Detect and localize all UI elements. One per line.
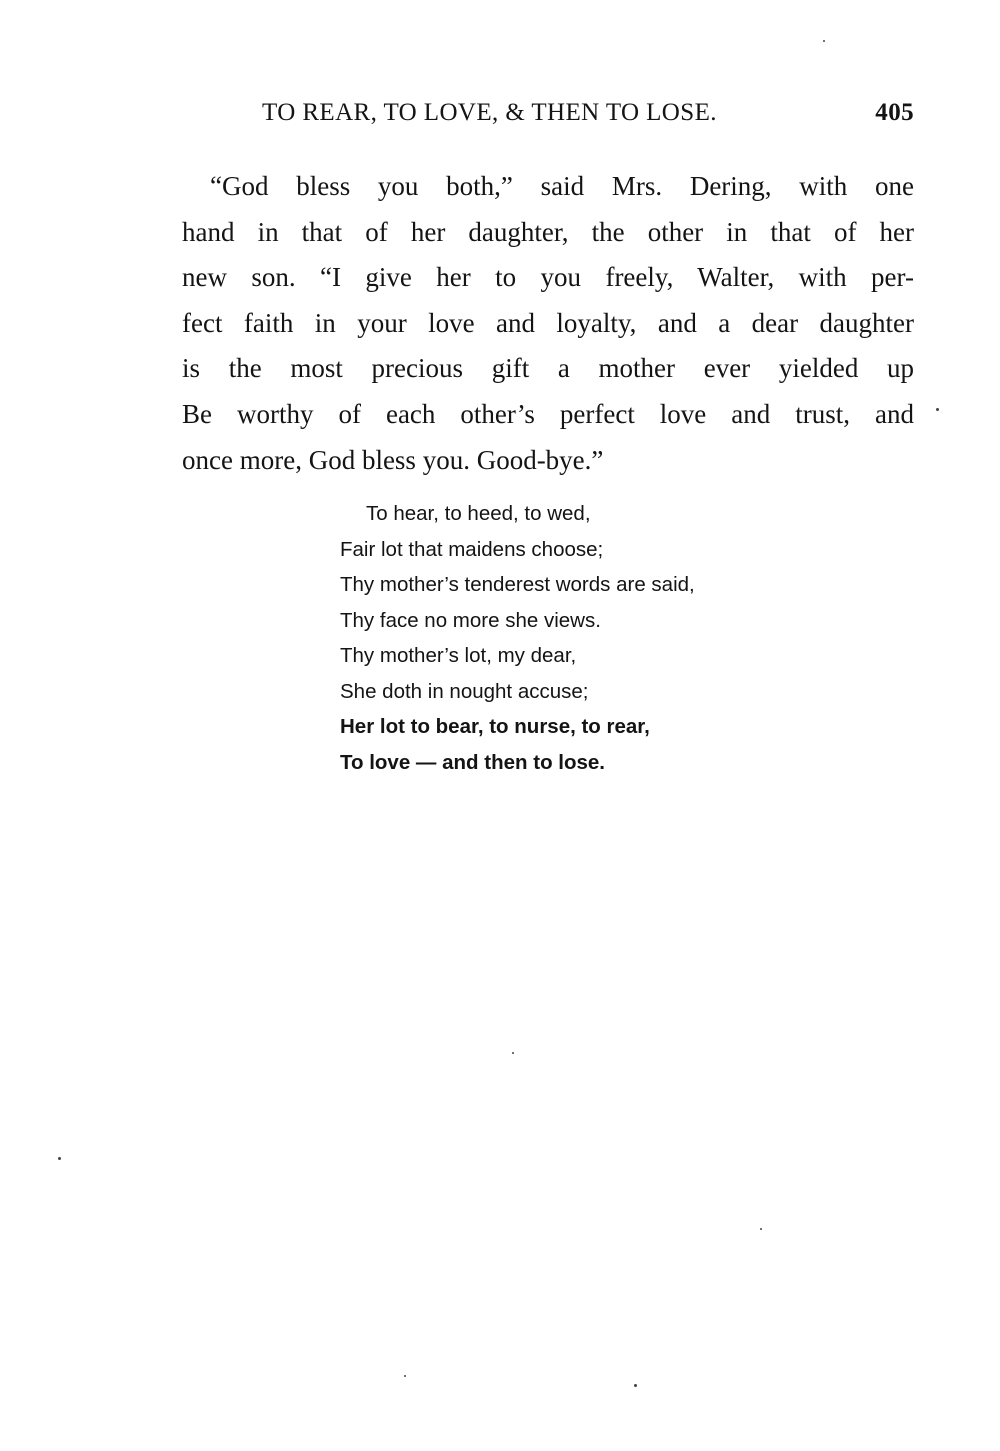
verse-line: Thy face no more she views. xyxy=(340,608,601,632)
scan-speck xyxy=(58,1157,61,1160)
verse-stanza xyxy=(340,496,820,780)
verse-line: Thy mother’s tenderest words are said, xyxy=(340,573,695,596)
verse-line: Thy mother’s lot, my dear, xyxy=(340,644,577,667)
scan-speck xyxy=(512,1052,514,1054)
scan-speck xyxy=(404,1375,406,1377)
scan-speck xyxy=(936,408,939,411)
verse-line: Her lot to bear, to nurse, to rear, xyxy=(340,715,650,738)
prose-line: new son. “I give her to you freely, Walter, with per- xyxy=(182,262,914,293)
prose-paragraph xyxy=(182,164,914,483)
prose-line: once more, God bless you. Good-bye.” xyxy=(182,444,604,475)
prose-line: “God bless you both,” said Mrs. Dering, with one xyxy=(210,171,914,201)
verse-line: She doth in nought accuse; xyxy=(340,679,589,703)
scan-speck xyxy=(823,40,825,42)
verse-line: To hear, to heed, to wed, xyxy=(366,502,591,525)
running-head xyxy=(262,95,914,131)
prose-line: fect faith in your love and loyalty, and a dear daughter xyxy=(182,307,914,338)
verse-line: To love — and then to lose. xyxy=(340,750,605,774)
prose-line: hand in that of her daughter, the other in that of her xyxy=(182,216,914,247)
prose-line: Be worthy of each other’s perfect love and trust, and xyxy=(182,398,914,429)
page-number: 405 xyxy=(875,99,914,126)
scan-speck xyxy=(634,1384,637,1387)
prose-line: is the most precious gift a mother ever yielded up xyxy=(182,353,914,384)
scan-speck xyxy=(760,1228,762,1230)
running-title: TO REAR, TO LOVE, & THEN TO LOSE. xyxy=(262,99,717,126)
verse-line: Fair lot that maidens choose; xyxy=(340,537,604,561)
